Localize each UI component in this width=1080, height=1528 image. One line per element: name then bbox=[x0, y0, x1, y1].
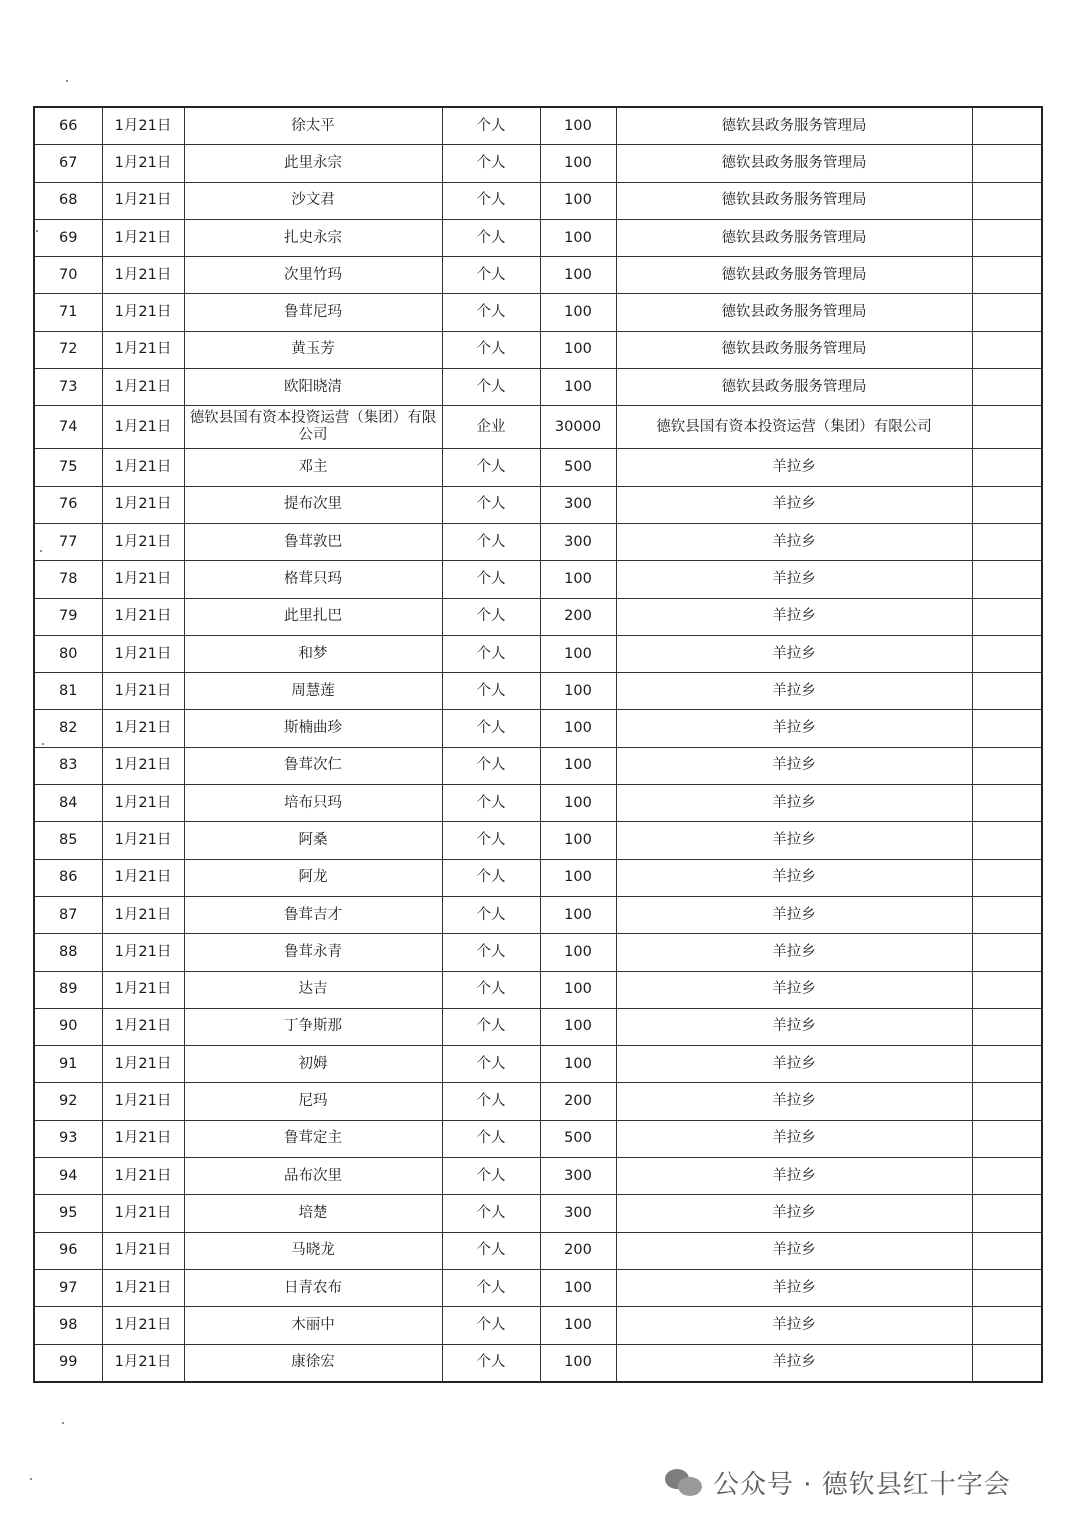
row-number-cell: 71 bbox=[34, 294, 102, 331]
date-cell: 1月21日 bbox=[102, 859, 184, 896]
table-row bbox=[34, 182, 1042, 219]
organization-cell: 羊拉乡 bbox=[616, 822, 972, 859]
row-number-cell: 85 bbox=[34, 822, 102, 859]
donor-type-cell: 个人 bbox=[442, 598, 540, 635]
row-number-cell: 88 bbox=[34, 934, 102, 971]
donor-name-cell: 尼玛 bbox=[184, 1083, 442, 1120]
remark-cell bbox=[972, 294, 1042, 331]
remark-cell bbox=[972, 1008, 1042, 1045]
organization-cell: 羊拉乡 bbox=[616, 934, 972, 971]
donor-type-cell: 个人 bbox=[442, 785, 540, 822]
row-number-cell: 99 bbox=[34, 1344, 102, 1382]
remark-cell bbox=[972, 523, 1042, 560]
organization-cell: 羊拉乡 bbox=[616, 1008, 972, 1045]
amount-cell: 100 bbox=[540, 1046, 616, 1083]
row-number-cell: 70 bbox=[34, 257, 102, 294]
row-number-cell: 98 bbox=[34, 1307, 102, 1344]
row-number-cell: 69 bbox=[34, 219, 102, 256]
amount-cell: 100 bbox=[540, 747, 616, 784]
row-number-cell: 75 bbox=[34, 449, 102, 486]
amount-cell: 200 bbox=[540, 598, 616, 635]
amount-cell: 100 bbox=[540, 710, 616, 747]
donor-type-cell: 个人 bbox=[442, 1008, 540, 1045]
date-cell: 1月21日 bbox=[102, 182, 184, 219]
table-row bbox=[34, 822, 1042, 859]
donor-type-cell: 个人 bbox=[442, 934, 540, 971]
organization-cell: 德钦县政务服务管理局 bbox=[616, 145, 972, 182]
amount-cell: 500 bbox=[540, 1120, 616, 1157]
table-row bbox=[34, 1344, 1042, 1382]
donor-name-cell: 鲁茸永青 bbox=[184, 934, 442, 971]
donor-name-cell: 提布次里 bbox=[184, 486, 442, 523]
organization-cell: 羊拉乡 bbox=[616, 1269, 972, 1306]
row-number-cell: 72 bbox=[34, 331, 102, 368]
date-cell: 1月21日 bbox=[102, 1008, 184, 1045]
table-row bbox=[34, 971, 1042, 1008]
date-cell: 1月21日 bbox=[102, 710, 184, 747]
donation-table bbox=[33, 106, 1043, 1383]
table-row bbox=[34, 145, 1042, 182]
organization-cell: 羊拉乡 bbox=[616, 1120, 972, 1157]
amount-cell: 100 bbox=[540, 331, 616, 368]
donor-name-cell: 此里永宗 bbox=[184, 145, 442, 182]
donor-name-cell: 徐太平 bbox=[184, 107, 442, 145]
table-row bbox=[34, 934, 1042, 971]
row-number-cell: 82 bbox=[34, 710, 102, 747]
organization-cell: 德钦县政务服务管理局 bbox=[616, 294, 972, 331]
organization-cell: 羊拉乡 bbox=[616, 785, 972, 822]
donor-type-cell: 个人 bbox=[442, 1120, 540, 1157]
row-number-cell: 83 bbox=[34, 747, 102, 784]
table-row bbox=[34, 257, 1042, 294]
donor-type-cell: 个人 bbox=[442, 673, 540, 710]
date-cell: 1月21日 bbox=[102, 1083, 184, 1120]
donor-type-cell: 个人 bbox=[442, 1232, 540, 1269]
remark-cell bbox=[972, 219, 1042, 256]
donor-name-cell: 周慧莲 bbox=[184, 673, 442, 710]
amount-cell: 100 bbox=[540, 219, 616, 256]
organization-cell: 德钦县政务服务管理局 bbox=[616, 182, 972, 219]
row-number-cell: 81 bbox=[34, 673, 102, 710]
amount-cell: 200 bbox=[540, 1083, 616, 1120]
date-cell: 1月21日 bbox=[102, 971, 184, 1008]
date-cell: 1月21日 bbox=[102, 1158, 184, 1195]
donor-name-cell: 阿桑 bbox=[184, 822, 442, 859]
organization-cell: 羊拉乡 bbox=[616, 1307, 972, 1344]
remark-cell bbox=[972, 1344, 1042, 1382]
remark-cell bbox=[972, 822, 1042, 859]
organization-cell: 羊拉乡 bbox=[616, 1232, 972, 1269]
donor-name-cell: 沙文君 bbox=[184, 182, 442, 219]
remark-cell bbox=[972, 710, 1042, 747]
table-row bbox=[34, 523, 1042, 560]
donor-name-cell: 次里竹玛 bbox=[184, 257, 442, 294]
date-cell: 1月21日 bbox=[102, 486, 184, 523]
remark-cell bbox=[972, 1158, 1042, 1195]
remark-cell bbox=[972, 449, 1042, 486]
organization-cell: 德钦县政务服务管理局 bbox=[616, 107, 972, 145]
remark-cell bbox=[972, 1232, 1042, 1269]
remark-cell bbox=[972, 561, 1042, 598]
row-number-cell: 73 bbox=[34, 369, 102, 406]
donor-name-cell: 扎史永宗 bbox=[184, 219, 442, 256]
row-number-cell: 97 bbox=[34, 1269, 102, 1306]
row-number-cell: 86 bbox=[34, 859, 102, 896]
row-number-cell: 84 bbox=[34, 785, 102, 822]
donor-type-cell: 个人 bbox=[442, 710, 540, 747]
donor-type-cell: 个人 bbox=[442, 294, 540, 331]
amount-cell: 100 bbox=[540, 785, 616, 822]
row-number-cell: 92 bbox=[34, 1083, 102, 1120]
amount-cell: 100 bbox=[540, 1307, 616, 1344]
donation-table-container bbox=[33, 106, 1041, 1383]
table-row bbox=[34, 1083, 1042, 1120]
organization-cell: 羊拉乡 bbox=[616, 859, 972, 896]
donor-name-cell: 康徐宏 bbox=[184, 1344, 442, 1382]
donor-name-cell: 此里扎巴 bbox=[184, 598, 442, 635]
donor-name-cell: 品布次里 bbox=[184, 1158, 442, 1195]
donor-name-cell: 格茸只玛 bbox=[184, 561, 442, 598]
donor-type-cell: 个人 bbox=[442, 1158, 540, 1195]
row-number-cell: 87 bbox=[34, 896, 102, 933]
table-row bbox=[34, 1008, 1042, 1045]
organization-cell: 羊拉乡 bbox=[616, 523, 972, 560]
amount-cell: 100 bbox=[540, 673, 616, 710]
wechat-icon bbox=[665, 1467, 703, 1497]
organization-cell: 羊拉乡 bbox=[616, 710, 972, 747]
date-cell: 1月21日 bbox=[102, 1344, 184, 1382]
table-row bbox=[34, 1232, 1042, 1269]
organization-cell: 羊拉乡 bbox=[616, 971, 972, 1008]
donor-name-cell: 鲁茸定主 bbox=[184, 1120, 442, 1157]
remark-cell bbox=[972, 145, 1042, 182]
table-row bbox=[34, 747, 1042, 784]
date-cell: 1月21日 bbox=[102, 1232, 184, 1269]
table-row bbox=[34, 219, 1042, 256]
date-cell: 1月21日 bbox=[102, 1046, 184, 1083]
donor-type-cell: 个人 bbox=[442, 331, 540, 368]
donor-name-cell: 鲁茸敦巴 bbox=[184, 523, 442, 560]
date-cell: 1月21日 bbox=[102, 449, 184, 486]
date-cell: 1月21日 bbox=[102, 673, 184, 710]
date-cell: 1月21日 bbox=[102, 598, 184, 635]
row-number-cell: 67 bbox=[34, 145, 102, 182]
table-row bbox=[34, 406, 1042, 449]
date-cell: 1月21日 bbox=[102, 406, 184, 449]
table-row bbox=[34, 859, 1042, 896]
table-row bbox=[34, 785, 1042, 822]
donor-type-cell: 个人 bbox=[442, 449, 540, 486]
organization-cell: 羊拉乡 bbox=[616, 1344, 972, 1382]
table-body bbox=[34, 107, 1042, 1382]
remark-cell bbox=[972, 1120, 1042, 1157]
table-row bbox=[34, 896, 1042, 933]
remark-cell bbox=[972, 785, 1042, 822]
amount-cell: 100 bbox=[540, 1269, 616, 1306]
organization-cell: 德钦县国有资本投资运营（集团）有限公司 bbox=[616, 406, 972, 449]
watermark bbox=[665, 1462, 1011, 1502]
table-row bbox=[34, 1120, 1042, 1157]
donor-type-cell: 个人 bbox=[442, 1344, 540, 1382]
remark-cell bbox=[972, 406, 1042, 449]
donor-type-cell: 个人 bbox=[442, 107, 540, 145]
donor-name-cell: 丁争斯那 bbox=[184, 1008, 442, 1045]
donor-type-cell: 个人 bbox=[442, 971, 540, 1008]
organization-cell: 羊拉乡 bbox=[616, 673, 972, 710]
donor-name-cell: 达吉 bbox=[184, 971, 442, 1008]
organization-cell: 羊拉乡 bbox=[616, 747, 972, 784]
remark-cell bbox=[972, 1269, 1042, 1306]
row-number-cell: 90 bbox=[34, 1008, 102, 1045]
table-row bbox=[34, 1195, 1042, 1232]
date-cell: 1月21日 bbox=[102, 1195, 184, 1232]
date-cell: 1月21日 bbox=[102, 107, 184, 145]
remark-cell bbox=[972, 182, 1042, 219]
row-number-cell: 93 bbox=[34, 1120, 102, 1157]
donor-type-cell: 个人 bbox=[442, 523, 540, 560]
remark-cell bbox=[972, 859, 1042, 896]
donor-type-cell: 个人 bbox=[442, 1195, 540, 1232]
amount-cell: 100 bbox=[540, 145, 616, 182]
organization-cell: 德钦县政务服务管理局 bbox=[616, 331, 972, 368]
donor-type-cell: 个人 bbox=[442, 219, 540, 256]
remark-cell bbox=[972, 971, 1042, 1008]
date-cell: 1月21日 bbox=[102, 635, 184, 672]
donor-name-cell: 初姆 bbox=[184, 1046, 442, 1083]
scan-speck bbox=[30, 1478, 32, 1480]
donor-name-cell: 培布只玛 bbox=[184, 785, 442, 822]
amount-cell: 300 bbox=[540, 523, 616, 560]
scan-speck bbox=[66, 80, 68, 82]
donor-name-cell: 鲁茸次仁 bbox=[184, 747, 442, 784]
remark-cell bbox=[972, 331, 1042, 368]
date-cell: 1月21日 bbox=[102, 822, 184, 859]
donor-type-cell: 个人 bbox=[442, 182, 540, 219]
date-cell: 1月21日 bbox=[102, 934, 184, 971]
amount-cell: 100 bbox=[540, 934, 616, 971]
organization-cell: 德钦县政务服务管理局 bbox=[616, 257, 972, 294]
donor-type-cell: 个人 bbox=[442, 896, 540, 933]
amount-cell: 100 bbox=[540, 1344, 616, 1382]
amount-cell: 100 bbox=[540, 294, 616, 331]
table-row bbox=[34, 710, 1042, 747]
table-row bbox=[34, 294, 1042, 331]
donor-type-cell: 个人 bbox=[442, 561, 540, 598]
date-cell: 1月21日 bbox=[102, 1120, 184, 1157]
donor-name-cell: 鲁茸吉才 bbox=[184, 896, 442, 933]
table-row bbox=[34, 486, 1042, 523]
table-row bbox=[34, 1158, 1042, 1195]
table-row bbox=[34, 635, 1042, 672]
remark-cell bbox=[972, 257, 1042, 294]
donor-name-cell: 黄玉芳 bbox=[184, 331, 442, 368]
scan-speck bbox=[62, 1422, 64, 1424]
remark-cell bbox=[972, 747, 1042, 784]
donor-type-cell: 个人 bbox=[442, 1046, 540, 1083]
scan-speck bbox=[40, 550, 42, 552]
amount-cell: 100 bbox=[540, 1008, 616, 1045]
remark-cell bbox=[972, 1307, 1042, 1344]
table-row bbox=[34, 598, 1042, 635]
organization-cell: 德钦县政务服务管理局 bbox=[616, 219, 972, 256]
donor-name-cell: 邓主 bbox=[184, 449, 442, 486]
donor-type-cell: 个人 bbox=[442, 369, 540, 406]
scan-speck bbox=[36, 230, 38, 232]
donor-type-cell: 个人 bbox=[442, 1083, 540, 1120]
organization-cell: 羊拉乡 bbox=[616, 896, 972, 933]
scan-speck bbox=[42, 743, 44, 745]
row-number-cell: 91 bbox=[34, 1046, 102, 1083]
donor-type-cell: 个人 bbox=[442, 747, 540, 784]
date-cell: 1月21日 bbox=[102, 219, 184, 256]
watermark-text: 公众号 · 德钦县红十字会 bbox=[713, 1469, 1011, 1500]
amount-cell: 300 bbox=[540, 1158, 616, 1195]
date-cell: 1月21日 bbox=[102, 561, 184, 598]
organization-cell: 羊拉乡 bbox=[616, 1158, 972, 1195]
remark-cell bbox=[972, 635, 1042, 672]
organization-cell: 羊拉乡 bbox=[616, 449, 972, 486]
row-number-cell: 74 bbox=[34, 406, 102, 449]
remark-cell bbox=[972, 896, 1042, 933]
table-row bbox=[34, 673, 1042, 710]
table-row bbox=[34, 369, 1042, 406]
donor-type-cell: 个人 bbox=[442, 859, 540, 896]
amount-cell: 30000 bbox=[540, 406, 616, 449]
donor-name-cell: 马晓龙 bbox=[184, 1232, 442, 1269]
date-cell: 1月21日 bbox=[102, 294, 184, 331]
remark-cell bbox=[972, 598, 1042, 635]
amount-cell: 500 bbox=[540, 449, 616, 486]
remark-cell bbox=[972, 934, 1042, 971]
organization-cell: 羊拉乡 bbox=[616, 486, 972, 523]
donor-name-cell: 德钦县国有资本投资运营（集团）有限公司 bbox=[184, 406, 442, 449]
table-row bbox=[34, 1307, 1042, 1344]
amount-cell: 100 bbox=[540, 822, 616, 859]
remark-cell bbox=[972, 673, 1042, 710]
date-cell: 1月21日 bbox=[102, 331, 184, 368]
row-number-cell: 79 bbox=[34, 598, 102, 635]
donor-type-cell: 个人 bbox=[442, 145, 540, 182]
amount-cell: 100 bbox=[540, 971, 616, 1008]
donor-name-cell: 日青农布 bbox=[184, 1269, 442, 1306]
amount-cell: 100 bbox=[540, 257, 616, 294]
row-number-cell: 96 bbox=[34, 1232, 102, 1269]
donor-type-cell: 企业 bbox=[442, 406, 540, 449]
organization-cell: 羊拉乡 bbox=[616, 1046, 972, 1083]
table-row bbox=[34, 449, 1042, 486]
amount-cell: 300 bbox=[540, 486, 616, 523]
donor-name-cell: 培楚 bbox=[184, 1195, 442, 1232]
donor-type-cell: 个人 bbox=[442, 1307, 540, 1344]
table-row bbox=[34, 107, 1042, 145]
date-cell: 1月21日 bbox=[102, 257, 184, 294]
row-number-cell: 68 bbox=[34, 182, 102, 219]
donor-type-cell: 个人 bbox=[442, 1269, 540, 1306]
row-number-cell: 89 bbox=[34, 971, 102, 1008]
donor-type-cell: 个人 bbox=[442, 486, 540, 523]
amount-cell: 100 bbox=[540, 182, 616, 219]
date-cell: 1月21日 bbox=[102, 523, 184, 560]
remark-cell bbox=[972, 1083, 1042, 1120]
donor-name-cell: 阿龙 bbox=[184, 859, 442, 896]
amount-cell: 100 bbox=[540, 635, 616, 672]
row-number-cell: 95 bbox=[34, 1195, 102, 1232]
date-cell: 1月21日 bbox=[102, 747, 184, 784]
table-row bbox=[34, 331, 1042, 368]
organization-cell: 羊拉乡 bbox=[616, 561, 972, 598]
remark-cell bbox=[972, 486, 1042, 523]
date-cell: 1月21日 bbox=[102, 1307, 184, 1344]
table-row bbox=[34, 1269, 1042, 1306]
amount-cell: 100 bbox=[540, 561, 616, 598]
organization-cell: 德钦县政务服务管理局 bbox=[616, 369, 972, 406]
donor-name-cell: 木丽中 bbox=[184, 1307, 442, 1344]
date-cell: 1月21日 bbox=[102, 145, 184, 182]
row-number-cell: 66 bbox=[34, 107, 102, 145]
organization-cell: 羊拉乡 bbox=[616, 1195, 972, 1232]
organization-cell: 羊拉乡 bbox=[616, 635, 972, 672]
amount-cell: 200 bbox=[540, 1232, 616, 1269]
amount-cell: 100 bbox=[540, 369, 616, 406]
amount-cell: 100 bbox=[540, 896, 616, 933]
row-number-cell: 78 bbox=[34, 561, 102, 598]
donor-type-cell: 个人 bbox=[442, 822, 540, 859]
donor-type-cell: 个人 bbox=[442, 635, 540, 672]
amount-cell: 100 bbox=[540, 859, 616, 896]
donor-name-cell: 欧阳晓清 bbox=[184, 369, 442, 406]
remark-cell bbox=[972, 107, 1042, 145]
donor-type-cell: 个人 bbox=[442, 257, 540, 294]
remark-cell bbox=[972, 369, 1042, 406]
amount-cell: 300 bbox=[540, 1195, 616, 1232]
remark-cell bbox=[972, 1046, 1042, 1083]
date-cell: 1月21日 bbox=[102, 785, 184, 822]
date-cell: 1月21日 bbox=[102, 1269, 184, 1306]
date-cell: 1月21日 bbox=[102, 896, 184, 933]
donor-name-cell: 鲁茸尼玛 bbox=[184, 294, 442, 331]
remark-cell bbox=[972, 1195, 1042, 1232]
row-number-cell: 80 bbox=[34, 635, 102, 672]
organization-cell: 羊拉乡 bbox=[616, 1083, 972, 1120]
organization-cell: 羊拉乡 bbox=[616, 598, 972, 635]
row-number-cell: 77 bbox=[34, 523, 102, 560]
amount-cell: 100 bbox=[540, 107, 616, 145]
table-row bbox=[34, 561, 1042, 598]
date-cell: 1月21日 bbox=[102, 369, 184, 406]
donor-name-cell: 斯楠曲珍 bbox=[184, 710, 442, 747]
donor-name-cell: 和梦 bbox=[184, 635, 442, 672]
row-number-cell: 76 bbox=[34, 486, 102, 523]
row-number-cell: 94 bbox=[34, 1158, 102, 1195]
table-row bbox=[34, 1046, 1042, 1083]
